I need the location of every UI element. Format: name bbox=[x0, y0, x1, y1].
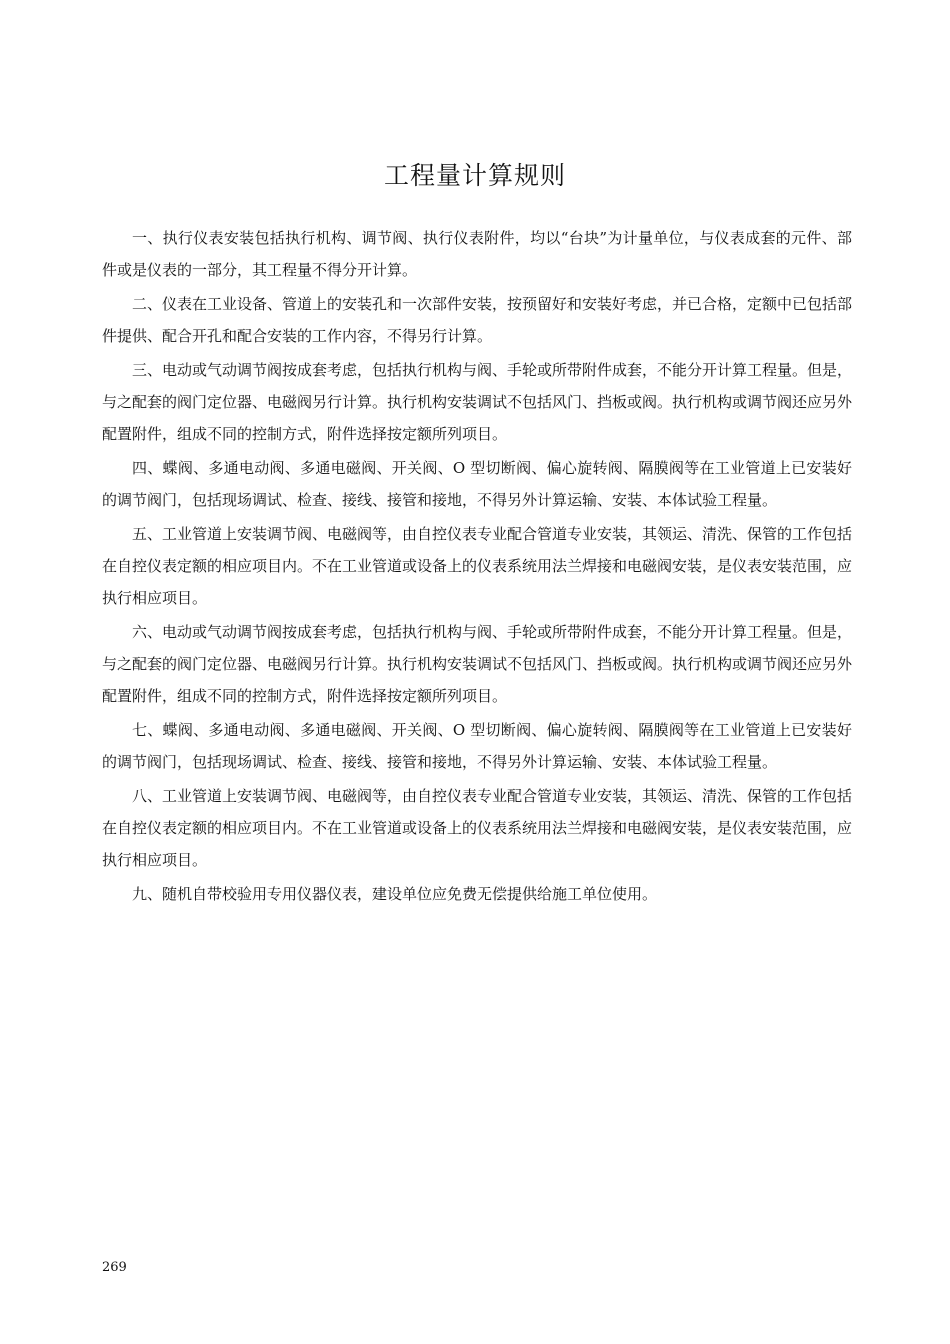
rule-paragraph-6: 六、电动或气动调节阀按成套考虑，包括执行机构与阀、手轮或所带附件成套，不能分开计算工程量。但是，与之配套的阀门定位器、电磁阀另行计算。执行机构安装调试不包括风门、挡板或阀。执行机构或调节阀还应另外配置附件，组成不同的控制方式，附件选择按定额所列项目。 bbox=[102, 623, 853, 705]
rule-paragraph-3: 三、电动或气动调节阀按成套考虑，包括执行机构与阀、手轮或所带附件成套，不能分开计算工程量。但是，与之配套的阀门定位器、电磁阀另行计算。执行机构安装调试不包括风门、挡板或阀。执行机构或调节阀还应另外配置附件，组成不同的控制方式，附件选择按定额所列项目。 bbox=[102, 361, 853, 443]
page-title: 工程量计算规则 bbox=[383, 161, 566, 190]
rule-paragraph-4: 四、蝶阀、多通电动阀、多通电磁阀、开关阀、O 型切断阀、偏心旋转阀、隔膜阀等在工业管道上已安装好的调节阀门，包括现场调试、检查、接线、接管和接地，不得另外计算运输、安装、本体试验工程量。 bbox=[102, 459, 852, 509]
rule-paragraph-7: 七、蝶阀、多通电动阀、多通电磁阀、开关阀、O 型切断阀、偏心旋转阀、隔膜阀等在工业管道上已安装好的调节阀门，包括现场调试、检查、接线、接管和接地，不得另外计算运输、安装、本体试验工程量。 bbox=[102, 721, 852, 771]
rule-paragraph-9: 九、随机自带校验用专用仪器仪表，建设单位应免费无偿提供给施工单位使用。 bbox=[132, 885, 658, 903]
rule-paragraph-5: 五、工业管道上安装调节阀、电磁阀等，由自控仪表专业配合管道专业安装，其领运、清洗、保管的工作包括在自控仪表定额的相应项目内。不在工业管道或设备上的仪表系统用法兰焊接和电磁阀安装，是仪表安装范围，应执行相应项目。 bbox=[102, 525, 853, 607]
document-body bbox=[102, 222, 852, 910]
rule-paragraph-2: 二、仪表在工业设备、管道上的安装孔和一次部件安装，按预留好和安装好考虑，并已合格，定额中已包括部件提供、配合开孔和配合安装的工作内容，不得另行计算。 bbox=[102, 295, 853, 345]
page-number: 269 bbox=[102, 1260, 127, 1275]
rule-paragraph-8: 八、工业管道上安装调节阀、电磁阀等，由自控仪表专业配合管道专业安装，其领运、清洗、保管的工作包括在自控仪表定额的相应项目内。不在工业管道或设备上的仪表系统用法兰焊接和电磁阀安装，是仪表安装范围，应执行相应项目。 bbox=[102, 787, 853, 869]
rule-paragraph-1: 一、执行仪表安装包括执行机构、调节阀、执行仪表附件，均以“台块”为计量单位，与仪表成套的元件、部件或是仪表的一部分，其工程量不得分开计算。 bbox=[102, 229, 852, 279]
